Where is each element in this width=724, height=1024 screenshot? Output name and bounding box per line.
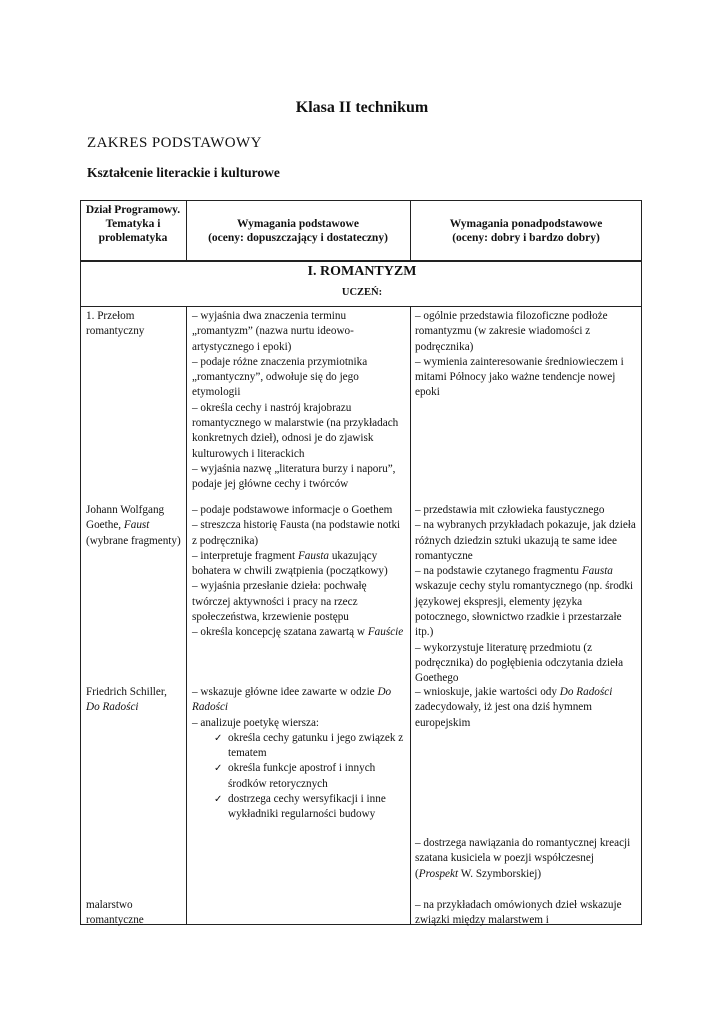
row2-basic-item: – wyjaśnia przesłanie dzieła: pochwałę twórczej aktywności i pracy na rzecz społeczeństwa, krzewienie postępu	[192, 580, 367, 624]
header-basic-title: Wymagania podstawowe	[237, 218, 359, 230]
row2-topic-author: Johann Wolfgang Goethe,	[86, 504, 165, 532]
row2-basic-text: ukazujący bohatera w chwili zwątpienia (początkowy)	[192, 549, 388, 578]
row2-topic-note: (wybrane fragmenty)	[86, 534, 181, 547]
row2-topic-work: Faust	[123, 519, 150, 532]
row1-basic-item: – podaje różne znaczenia przymiotnika „romantyczny”, odwołuje się do jego etymologii	[192, 355, 368, 399]
row1-basic	[192, 309, 406, 493]
row3-extended-italic: Prospekt	[418, 867, 459, 880]
row2-extended-item: – przedstawia mit człowieka faustycznego	[415, 504, 605, 516]
row3-basic-text: – wskazuje główne idee zawarte w odzie	[192, 686, 378, 698]
student-label: UCZEŃ:	[341, 287, 383, 298]
row2-basic-italic: Fausta	[297, 549, 330, 562]
col-divider-1-header	[186, 200, 187, 261]
row2-extended-text: – na podstawie czytanego fragmentu	[415, 565, 582, 578]
row3-topic-author: Friedrich Schiller,	[86, 686, 167, 698]
row3-topic	[86, 685, 182, 716]
period-divider	[80, 306, 642, 307]
row1-basic-item: – określa cechy i nastrój krajobrazu romantycznego w malarstwie (na przykładach konkretnych dzieł), odnosi je do zjawisk kulturowych i literackich	[192, 401, 399, 460]
row2-extended-italic: Fausta	[581, 565, 613, 578]
row2-topic	[86, 503, 182, 549]
row3-extended-text: – wnioskuje, jakie wartości ody	[415, 686, 560, 698]
row3-extended	[415, 685, 637, 731]
row1-basic-item: – wyjaśnia nazwę „literatura burzy i naporu”, podaje jej główne cechy i twórców	[192, 462, 396, 491]
header-extended-grades: (oceny: dobry i bardzo dobry)	[452, 232, 600, 244]
row3-extended-italic: Do Radości	[559, 686, 613, 698]
row1-extended-item: – ogólnie przedstawia filozoficzne podłoże romantyzmu (w zakresie wiadomości z podręcznika)	[415, 310, 608, 353]
header-extended-title: Wymagania ponadpodstawowe	[449, 218, 603, 230]
row1-topic: 1. Przełom romantyczny	[86, 310, 145, 338]
row3-extended-text: – dostrzega nawiązania do romantycznej kreacji szatana kusiciela w poezji współczesnej (	[415, 837, 631, 880]
row2-extended-item: – wykorzystuje literaturę przedmiotu (z podręcznika) do pogłębienia odczytania dzieła Goethego	[415, 641, 624, 685]
col-divider-2-header	[410, 200, 411, 261]
header-topic: Dział Programowy. Tematyka i problematyka	[85, 204, 181, 244]
scope-heading: ZAKRES PODSTAWOWY	[87, 135, 262, 151]
row3-extended-text: zadecydowały, iż jest ona dziś hymnem europejskim	[415, 701, 592, 729]
row3-basic-italic: Do Radości	[192, 686, 392, 714]
row2-extended	[415, 503, 637, 687]
row2-basic-italic: Fauście	[367, 626, 404, 639]
period-title: I. ROMANTYZM	[307, 264, 417, 279]
row3-extended-item	[415, 836, 637, 882]
checklist-item: ✓ określa funkcje apostrof i innych środków retorycznych	[214, 761, 406, 792]
header-divider	[80, 260, 642, 262]
row1-extended	[415, 309, 637, 401]
row2-basic-item: – streszcza historię Fausta (na podstawie notki z podręcznika)	[192, 519, 401, 547]
row3-extended-b	[415, 836, 637, 882]
row2-basic-item: – podaje podstawowe informacje o Goethem	[192, 504, 393, 516]
header-basic-grades: (oceny: dopuszczający i dostateczny)	[208, 232, 388, 244]
section-heading: Kształcenie literackie i kulturowe	[87, 165, 280, 180]
analysis-checklist	[192, 731, 406, 823]
row4-topic: malarstwo romantyczne	[86, 899, 144, 927]
col-divider-1	[186, 306, 187, 925]
document-title: Klasa II technikum	[295, 99, 429, 116]
row3-basic	[192, 685, 406, 823]
row3-basic-item	[192, 685, 406, 716]
row2-basic-item	[192, 625, 406, 640]
checklist-item: ✓ określa cechy gatunku i jego związek z tematem	[214, 731, 406, 762]
header-basic	[190, 217, 406, 245]
col-divider-2	[410, 306, 411, 925]
row3-topic-work: Do Radości	[86, 701, 139, 714]
row2-extended-item: – na wybranych przykładach pokazuje, jak dzieła różnych dziedzin sztuki ukazują te same idee romantyczne	[415, 519, 636, 562]
row2-basic-text: – określa koncepcję szatana zawartą w	[192, 626, 368, 639]
checklist-item: ✓ dostrzega cechy wersyfikacji i inne wykładniki regularności budowy	[214, 792, 406, 823]
row3-extended-item	[415, 685, 637, 731]
row2-basic-text: – interpretuje fragment	[192, 549, 298, 562]
row1-basic-item: – wyjaśnia dwa znaczenia terminu „romantyzm” (nazwa nurtu ideowo-artystycznego i epoki)	[192, 310, 354, 353]
row2-extended-item	[415, 564, 637, 640]
row2-extended-text: wskazuje cechy stylu romantycznego (np. środki językowej ekspresji, elementy języka potocznego, słownictwo rzadkie i przestarzałe itp.)	[415, 580, 634, 639]
row3-basic-item: – analizuje poetykę wiersza:	[192, 716, 320, 729]
header-extended	[414, 217, 638, 245]
row4-extended: – na przykładach omówionych dzieł wskazuje związki między malarstwem i	[415, 899, 622, 927]
row3-extended-text: W. Szymborskiej)	[458, 867, 542, 880]
row2-basic-item	[192, 549, 406, 580]
row2-basic	[192, 503, 406, 641]
row1-extended-item: – wymienia zainteresowanie średniowieczem i mitami Północy jako ważne tendencje nowej epoki	[415, 355, 624, 399]
